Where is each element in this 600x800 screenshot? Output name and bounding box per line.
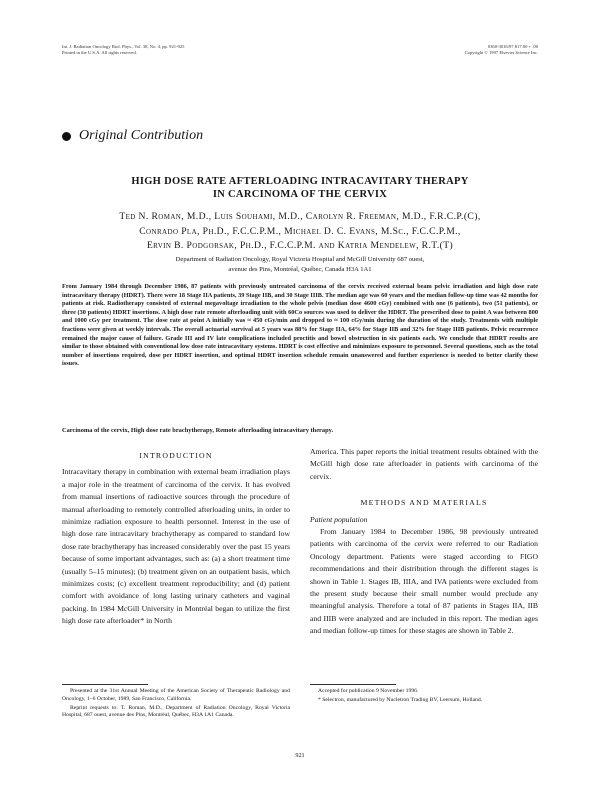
patient-population-paragraph: From January 1984 to December 1986, 98 previously untreated patients with carcinoma of the cervix were referred to our Radiation Oncology department. Patients were staged according to FIGO recommendations and their distribution through the different stages is shown in Table 1. Stages IB, IIIA, and IVA patients were excluded from the present study because their small number would preclude any meaningful analysis. Therefore a total of 87 patients in Stages IIA, IIB and IIIB were analyzed and are included in this report. The median ages and median follow-up times for these stages are shown in Table 2. [310,527,538,636]
right-column [310,446,538,638]
footnotes-left [62,688,290,721]
bullet-icon [62,132,71,141]
footnote-presented: Presented at the 31st Annual Meeting of the American Society of Therapeutic Radiology and Oncology, 1–6 October, 1989, San Francisco, California. [62,688,290,702]
footnotes-right [310,688,538,706]
introduction-heading: INTRODUCTION [139,451,213,460]
section-label-text: Original Contribution [79,128,204,143]
journal-header-left [62,44,184,56]
footnote-rule [62,684,148,685]
abstract: From January 1984 through December 1986, 87 patients with previously untreated carcinoma of the cervix received external beam pelvic irradiation and high dose rate intracavitary therapy (HDRT). There were 18 Stage IIA patients, 39 Stage IIB, and 30 Stage IIIB. The median age was 60 years and the median follow-up time was 42 months for patients at risk. Radiotherapy consisted of external megavoltage irradiation to the whole pelvis (median dose 4600 cGy) combined with one (6 patients), two (51 patients), or three (30 patients) HDRT insertions. A high dose rate remote afterloading unit with 60Co sources was used to deliver the HDRT. The prescribed dose to point A was between 800 and 1000 cGy per treatment. The dose rate at point A initially was ≈ 450 cGy/min and dropped to ≈ 100 cGy/min during the duration of the study. Treatments with multiple fractions were given at weekly intervals. The overall actuarial survival at 5 years was 88% for Stage IIA, 64% for Stage IIB and 32% for Stage IIIB patients. Pelvic recurrence remained the major cause of failure. Grade III and IV late complications included proctitis and bowel obstruction in six patients each. We conclude that HDRT results are similar to those obtained with conventional low dose rate intracavitary systems. HDRT is cost effective and minimizes exposure to personnel. Several questions, such as the total number of insertions required, dose per HDRT insertion, and optimal HDRT insertion schedule remain unanswered and further experience is needed to better clarify these issues. [62,283,538,368]
author-line: Ted N. Roman, M.D., Luis Souhami, M.D., Carolyn R. Freeman, M.D., F.R.C.P.(C), [119,211,481,222]
copyright-line: Copyright © 1997 Elsevier Science Inc. [464,50,538,55]
affiliation-line: Department of Radiation Oncology, Royal Victoria Hospital and McGill University 687 ouest, [175,256,425,263]
methods-heading: METHODS AND MATERIALS [360,498,488,508]
footnote-accepted: Accepted for publication 9 November 1996. [318,688,419,694]
page-number: 921 [295,752,305,759]
author-line: Conrado Pla, Ph.D., F.C.C.P.M., Michael D. C. Evans, M.Sc., F.C.C.P.M., [139,225,461,237]
patient-population-heading: Patient population [310,514,368,524]
issn-line: 0360-3016/97 $17.00 + .00 [487,44,538,49]
affiliation-line: avenue des Pins, Montréal, Québec, Canada H3A 1A1 [228,265,372,273]
journal-header-right [465,44,538,56]
keywords: Carcinoma of the cervix, High dose rate brachytherapy, Remote afterloading intracavitary therapy. [62,427,334,434]
footnote-selectron: * Selectron, manufactured by Nucletron Trading BV, Leersum, Holland. [318,696,483,703]
journal-citation: Int. J. Radiation Oncology Biol. Phys., Vol. 38, No. 4, pp. 921-925 [62,44,185,49]
affiliation [62,255,538,274]
introduction-continued: America. This paper reports the initial treatment results obtained with the McGill high dose rate afterloader in patients with carcinoma of the cervix. [310,447,538,481]
journal-rights: Printed in the U.S.A. All rights reserved. [62,50,137,55]
title-line: IN CARCINOMA OF THE CERVIX [212,189,388,200]
footnote-rule [310,684,396,685]
introduction-paragraph: Intracavitary therapy in combination with external beam irradiation plays a major role in the treatment of carcinoma of the cervix. It has evolved from manual insertions of radioactive sources through the procedure of manual afterloading to remotely controlled afterloading units, in order to minimize radiation exposure to health personnel. Interest in the use of high dose rate intracavitary brachytherapy as compared to standard low dose rate brachytherapy has increased considerably over the past 15 years because of some important advantages, such as: (a) a short treatment time (usually 5–15 minutes); (b) treatment given on an outpatient basis, which minimizes costs; (c) excellent treatment reproducibility; and (d) patient comfort with avoidance of long lasting urinary catheters and vaginal packing. In 1984 McGill University in Montréal began to utilize the first high dose rate afterloader* in North [62,467,290,626]
author-list [62,210,538,254]
section-label [62,128,203,144]
author-line: Ervin B. Podgorsak, Ph.D., F.C.C.P.M. and Katria Mendelew, R.T.(T) [146,240,454,251]
title-line: HIGH DOSE RATE AFTERLOADING INTRACAVITARY THERAPY [131,176,469,187]
footnote-reprint: Reprint requests to: T. Roman, M.D., Department of Radiation Oncology, Royal Victoria Hospital, 687 ouest, avenue des Pins, Montréal, Québec, H3A 1A1 Canada. [62,704,290,719]
left-column [62,446,290,628]
article-title [62,175,538,201]
